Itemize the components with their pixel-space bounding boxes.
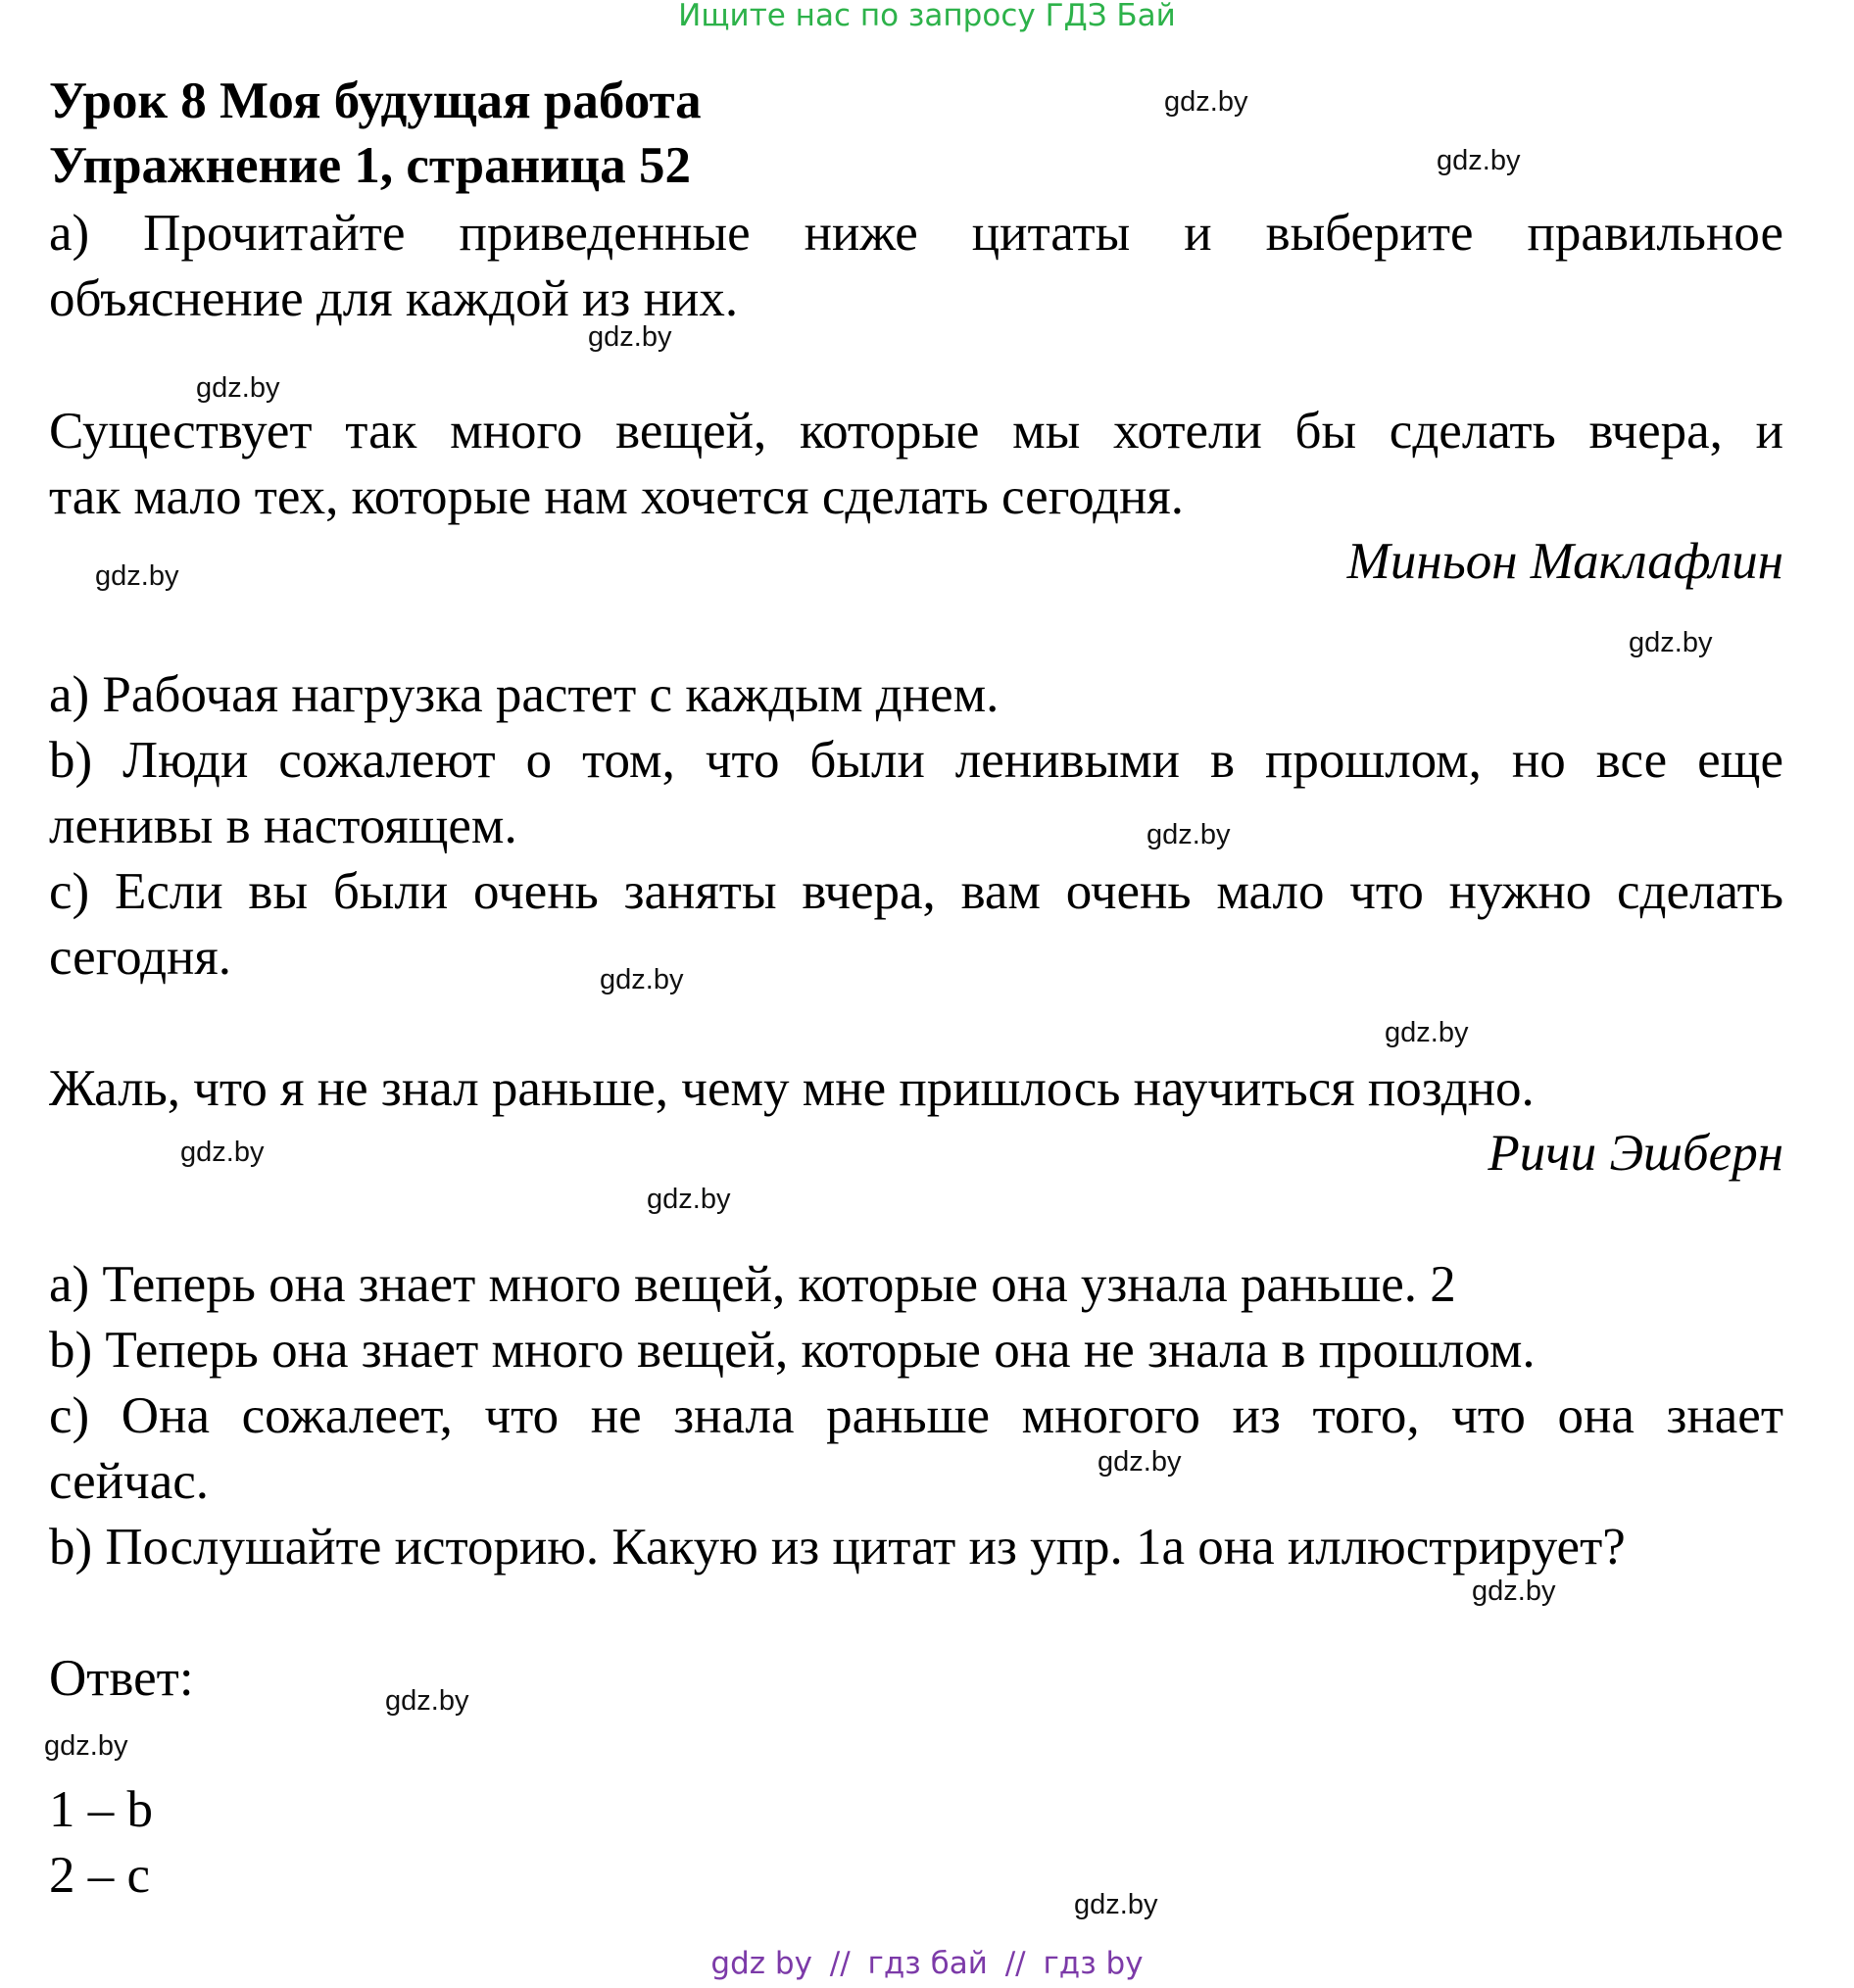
quote1-option-b-line-2: ленивы в настоящем. <box>49 798 517 854</box>
watermark: gdz.by <box>180 1137 265 1168</box>
watermark: gdz.by <box>44 1730 128 1762</box>
quote1-author: Миньон Маклафлин <box>1346 533 1783 590</box>
watermark: gdz.by <box>1472 1576 1556 1607</box>
watermark: gdz.by <box>1629 627 1713 658</box>
watermark: gdz.by <box>385 1685 469 1717</box>
quote1-option-a: a) Рабочая нагрузка растет с каждым днем. <box>49 666 1000 723</box>
quote1-option-c-line-1: c) Если вы были очень заняты вчера, вам очень мало что нужно сделать <box>49 863 1783 920</box>
watermark: gdz.by <box>647 1184 731 1215</box>
quote2-option-a: a) Теперь она знает много вещей, которые она узнала раньше. 2 <box>49 1256 1456 1313</box>
watermark: gdz.by <box>196 372 280 404</box>
task-a-line-1: а) Прочитайте приведенные ниже цитаты и выберите правильное <box>49 205 1783 262</box>
bottom-banner-separator: // <box>829 1946 851 1981</box>
quote2-author: Ричи Эшберн <box>1488 1125 1783 1182</box>
bottom-banner-separator: // <box>1004 1946 1026 1981</box>
quote2-option-b: b) Теперь она знает много вещей, которые она не знала в прошлом. <box>49 1322 1536 1379</box>
watermark: gdz.by <box>1385 1017 1469 1048</box>
bottom-banner-link-2[interactable]: гдз бай <box>867 1946 988 1981</box>
answer-label: Ответ: <box>49 1650 194 1707</box>
quote1-line-1: Существует так много вещей, которые мы хотели бы сделать вчера, и <box>49 403 1783 460</box>
quote1-line-2: так мало тех, которые нам хочется сделать сегодня. <box>49 468 1185 525</box>
quote1-option-b-line-1: b) Люди сожалеют о том, что были ленивыми в прошлом, но все еще <box>49 732 1783 789</box>
lesson-title: Урок 8 Моя будущая работа <box>49 73 702 129</box>
watermark: gdz.by <box>1147 819 1231 850</box>
quote1-option-c-line-2: сегодня. <box>49 929 232 986</box>
task-b: b) Послушайте историю. Какую из цитат из упр. 1a она иллюстрирует? <box>49 1519 1626 1576</box>
quote2-option-c-line-2: сейчас. <box>49 1453 210 1510</box>
quote2-option-c-line-1: c) Она сожалеет, что не знала раньше многого из того, что она знает <box>49 1387 1783 1444</box>
bottom-banner <box>0 1946 1854 1981</box>
top-banner-link[interactable]: Ищите нас по запросу ГДЗ Бай <box>678 0 1176 33</box>
bottom-banner-link-1[interactable]: gdz by <box>710 1946 812 1981</box>
watermark: gdz.by <box>1074 1889 1158 1920</box>
exercise-title: Упражнение 1, страница 52 <box>49 137 691 194</box>
watermark: gdz.by <box>1437 145 1521 176</box>
task-a-line-2: объяснение для каждой из них. <box>49 270 739 327</box>
answer-1: 1 – b <box>49 1781 153 1838</box>
quote2-text: Жаль, что я не знал раньше, чему мне пришлось научиться поздно. <box>49 1060 1535 1117</box>
watermark: gdz.by <box>1098 1446 1182 1478</box>
watermark: gdz.by <box>600 964 684 995</box>
watermark: gdz.by <box>95 560 179 592</box>
answer-2: 2 – c <box>49 1847 151 1904</box>
bottom-banner-link-3[interactable]: гдз by <box>1043 1946 1144 1981</box>
watermark: gdz.by <box>588 321 672 353</box>
watermark: gdz.by <box>1164 86 1248 118</box>
